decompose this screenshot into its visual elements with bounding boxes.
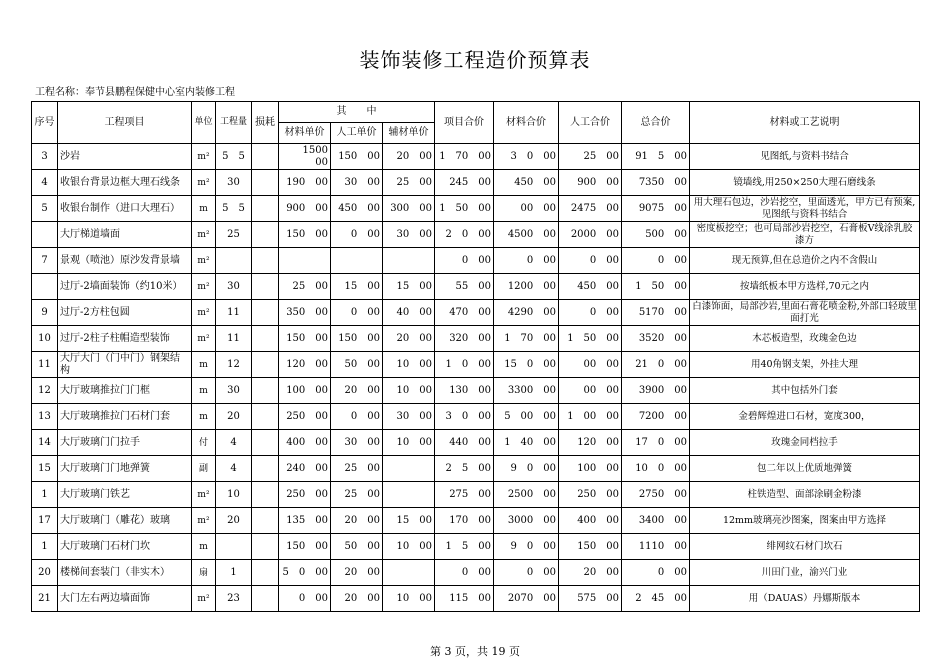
row-item: 过厅-2墙面装饰（约10米） [58,274,192,300]
row-qty: 10 [216,482,252,508]
row-qty: 30 [216,378,252,404]
row-labor-unit: 30 00 [331,170,383,196]
row-mat-unit: 350 00 [279,300,331,326]
row-mat-total: 15 0 00 [494,352,559,378]
row-aux-unit: 20 00 [383,144,435,170]
row-note: 用40角钢支架，外挂大理 [690,352,920,378]
row-aux-unit: 40 00 [383,300,435,326]
row-mat-unit: 400 00 [279,430,331,456]
row-seq: 1 [32,534,58,560]
row-seq: 3 [32,144,58,170]
row-mat-total: 5 00 00 [494,404,559,430]
row-aux-unit: 10 00 [383,352,435,378]
row-item-total: 440 00 [435,430,494,456]
row-note: 金碧辉煌进口石材，宽度300， [690,404,920,430]
row-labor-unit: 0 00 [331,300,383,326]
row-seq: 9 [32,300,58,326]
row-labor-total: 250 00 [559,482,622,508]
row-mat-total: 3300 00 [494,378,559,404]
row-item-total: 275 00 [435,482,494,508]
row-aux-unit: 30 00 [383,404,435,430]
row-loss [252,326,279,352]
row-mat-unit: 5 0 00 [279,560,331,586]
row-labor-total: 2475 00 [559,196,622,222]
row-unit: m² [192,170,216,196]
row-unit: m² [192,300,216,326]
row-item-total: 470 00 [435,300,494,326]
row-grand-total: 5170 00 [622,300,690,326]
table-row [32,170,920,196]
row-aux-unit: 10 00 [383,430,435,456]
row-qty: 20 [216,404,252,430]
header-qty: 工程量 [216,102,252,144]
row-labor-unit: 20 00 [331,560,383,586]
row-labor-unit: 25 00 [331,482,383,508]
header-labor-unit: 人工单价 [331,123,383,144]
row-mat-total: 1 70 00 [494,326,559,352]
row-item: 大厅玻璃门（雕花）玻璃 [58,508,192,534]
row-loss [252,352,279,378]
row-loss [252,222,279,248]
row-item: 大厅梯道墙面 [58,222,192,248]
table-row [32,508,920,534]
row-unit: m² [192,326,216,352]
row-mat-unit: 25 00 [279,274,331,300]
row-loss [252,482,279,508]
row-note: 用大理石包边，沙岩挖空，里面透光，甲方已有预案,见图纸与资料书结合 [690,196,920,222]
row-aux-unit [383,482,435,508]
row-unit: m [192,534,216,560]
row-qty: 30 [216,274,252,300]
header-loss: 损耗 [252,102,279,144]
row-seq: 20 [32,560,58,586]
row-grand-total: 0 00 [622,248,690,274]
row-note: 镜墙线,用250×250大理石磨线条 [690,170,920,196]
row-mat-unit: 150 00 [279,326,331,352]
row-seq: 17 [32,508,58,534]
row-seq: 4 [32,170,58,196]
row-item: 大厅玻璃门门拉手 [58,430,192,456]
row-seq: 21 [32,586,58,612]
row-note: 按墙纸板本甲方选样,70元之内 [690,274,920,300]
row-item-total: 55 00 [435,274,494,300]
table-row [32,248,920,274]
table-row [32,196,920,222]
row-item-total: 2 5 00 [435,456,494,482]
row-mat-unit: 120 00 [279,352,331,378]
row-mat-unit: 240 00 [279,456,331,482]
row-unit: m [192,378,216,404]
row-grand-total: 1 50 00 [622,274,690,300]
row-grand-total: 0 00 [622,560,690,586]
row-item: 大厅玻璃门门地弹簧 [58,456,192,482]
row-labor-total: 2000 00 [559,222,622,248]
row-mat-total: 1 40 00 [494,430,559,456]
project-name: 工程名称：奉节县鹏程保健中心室内装修工程 [35,87,235,98]
row-grand-total: 2 45 00 [622,586,690,612]
row-labor-unit: 20 00 [331,586,383,612]
row-aux-unit: 10 00 [383,534,435,560]
row-item: 大厅玻璃门铁艺 [58,482,192,508]
row-labor-total: 00 00 [559,378,622,404]
header-item-total: 项目合价 [435,102,494,144]
row-labor-unit: 15 00 [331,274,383,300]
row-item-total: 0 00 [435,560,494,586]
row-grand-total: 3900 00 [622,378,690,404]
row-unit: m [192,196,216,222]
header-unit: 单位 [192,102,216,144]
row-labor-unit: 0 00 [331,404,383,430]
row-loss [252,300,279,326]
row-labor-total: 100 00 [559,456,622,482]
row-mat-total: 2500 00 [494,482,559,508]
row-grand-total: 21 0 00 [622,352,690,378]
row-item-total: 1 5 00 [435,534,494,560]
row-unit: m [192,404,216,430]
row-mat-unit: 150 00 [279,534,331,560]
row-item-total: 245 00 [435,170,494,196]
row-item-total: 115 00 [435,586,494,612]
row-grand-total: 2750 00 [622,482,690,508]
row-grand-total: 91 5 00 [622,144,690,170]
row-grand-total: 17 0 00 [622,430,690,456]
row-qty: 5 5 [216,144,252,170]
row-labor-unit: 50 00 [331,352,383,378]
row-item: 过厅-2方柱包圆 [58,300,192,326]
row-labor-unit: 450 00 [331,196,383,222]
row-mat-unit: 150 00 [279,222,331,248]
row-mat-total: 3 0 00 [494,144,559,170]
row-aux-unit: 15 00 [383,274,435,300]
row-labor-unit: 25 00 [331,456,383,482]
row-seq: 15 [32,456,58,482]
row-seq: 14 [32,430,58,456]
row-labor-unit: 50 00 [331,534,383,560]
row-item: 收银台背景边框大理石线条 [58,170,192,196]
row-qty [216,248,252,274]
row-qty: 25 [216,222,252,248]
row-aux-unit: 10 00 [383,586,435,612]
row-aux-unit: 20 00 [383,326,435,352]
row-unit: 扇 [192,560,216,586]
table-row [32,352,920,378]
row-mat-total: 1200 00 [494,274,559,300]
row-loss [252,430,279,456]
row-note: 12mm玻璃亮沙图案，图案由甲方选择 [690,508,920,534]
page-title: 装饰装修工程造价预算表 [359,48,591,72]
row-item-total: 0 00 [435,248,494,274]
header-group: 其 中 [279,102,435,123]
row-loss [252,534,279,560]
header-grand-total: 总合价 [622,102,690,144]
row-mat-unit: 135 00 [279,508,331,534]
row-labor-total: 575 00 [559,586,622,612]
row-item: 景观（喷池）原沙发背景墙 [58,248,192,274]
row-item-total: 170 00 [435,508,494,534]
row-mat-unit: 0 00 [279,586,331,612]
row-item: 大门左右两边墙面饰 [58,586,192,612]
row-qty [216,534,252,560]
row-seq [32,274,58,300]
row-item: 收银台制作（进口大理石） [58,196,192,222]
row-seq: 10 [32,326,58,352]
row-qty: 4 [216,456,252,482]
row-labor-total: 450 00 [559,274,622,300]
row-loss [252,248,279,274]
row-aux-unit: 15 00 [383,508,435,534]
header-mat-unit: 材料单价 [279,123,331,144]
row-labor-total: 900 00 [559,170,622,196]
row-mat-total: 00 00 [494,196,559,222]
row-unit: 付 [192,430,216,456]
row-mat-total: 4500 00 [494,222,559,248]
row-unit: m² [192,222,216,248]
table-row [32,560,920,586]
row-loss [252,274,279,300]
row-note: 玫瑰金同档拉手 [690,430,920,456]
row-item-total: 1 0 00 [435,352,494,378]
table-row [32,586,920,612]
row-note: 包二年以上优质地弹簧 [690,456,920,482]
row-qty: 11 [216,326,252,352]
row-aux-unit [383,456,435,482]
row-labor-total: 0 00 [559,300,622,326]
row-loss [252,196,279,222]
row-item: 大厅玻璃推拉门门框 [58,378,192,404]
table-row [32,144,920,170]
row-item-total: 2 0 00 [435,222,494,248]
row-loss [252,560,279,586]
row-qty: 20 [216,508,252,534]
row-mat-unit: 250 00 [279,482,331,508]
row-labor-total: 150 00 [559,534,622,560]
table-body [32,144,920,612]
row-note: 其中包括外门套 [690,378,920,404]
row-mat-unit: 190 00 [279,170,331,196]
row-labor-unit: 150 00 [331,326,383,352]
row-labor-total: 1 50 00 [559,326,622,352]
row-aux-unit: 30 00 [383,222,435,248]
row-item: 沙岩 [58,144,192,170]
row-seq: 12 [32,378,58,404]
header-seq: 序号 [32,102,58,144]
row-note: 柱铁造型、面部涂刷金粉漆 [690,482,920,508]
row-note: 川田门业，渝兴门业 [690,560,920,586]
row-mat-unit: 100 00 [279,378,331,404]
row-mat-total: 450 00 [494,170,559,196]
row-unit: m² [192,274,216,300]
row-labor-total: 1 00 00 [559,404,622,430]
row-note: 绯网纹石材门坎石 [690,534,920,560]
row-seq: 5 [32,196,58,222]
row-item: 大厅玻璃推拉门石材门套 [58,404,192,430]
row-loss [252,144,279,170]
header-mat-total: 材料合价 [494,102,559,144]
row-grand-total: 9075 00 [622,196,690,222]
row-grand-total: 7350 00 [622,170,690,196]
row-aux-unit: 25 00 [383,170,435,196]
row-grand-total: 500 00 [622,222,690,248]
header-note: 材料或工艺说明 [690,102,920,144]
row-grand-total: 3400 00 [622,508,690,534]
row-mat-unit [279,248,331,274]
table-row [32,404,920,430]
table-row [32,456,920,482]
row-aux-unit [383,560,435,586]
table-row [32,534,920,560]
row-item-total: 1 50 00 [435,196,494,222]
row-seq: 13 [32,404,58,430]
row-labor-total: 00 00 [559,352,622,378]
row-mat-total: 0 00 [494,248,559,274]
table-row [32,326,920,352]
row-unit: m² [192,508,216,534]
row-item: 大厅大门（门中门）钢架结构 [58,352,192,378]
row-qty: 12 [216,352,252,378]
row-mat-total: 2070 00 [494,586,559,612]
row-note: 见图纸,与资料书结合 [690,144,920,170]
table-row [32,274,920,300]
row-labor-total: 20 00 [559,560,622,586]
row-note: 现无预算,但在总造价之内不含假山 [690,248,920,274]
row-labor-unit: 0 00 [331,222,383,248]
row-mat-total: 9 0 00 [494,456,559,482]
row-mat-unit: 1500 00 [279,144,331,170]
row-item-total: 3 0 00 [435,404,494,430]
row-mat-unit: 900 00 [279,196,331,222]
row-qty: 11 [216,300,252,326]
row-unit: m [192,352,216,378]
table-row [32,300,920,326]
row-labor-total: 120 00 [559,430,622,456]
row-unit: m² [192,586,216,612]
row-unit: 副 [192,456,216,482]
row-labor-unit: 20 00 [331,508,383,534]
row-item: 过厅-2柱子柱帽造型装饰 [58,326,192,352]
row-loss [252,378,279,404]
row-note: 白漆饰面，局部沙岩,里面石膏花喷金粉,外部口轻玻里面打光 [690,300,920,326]
table-row [32,482,920,508]
row-note: 密度板挖空；也可局部沙岩挖空，石膏板V线涂乳胶漆方 [690,222,920,248]
row-labor-total: 400 00 [559,508,622,534]
row-seq: 11 [32,352,58,378]
row-labor-unit: 20 00 [331,378,383,404]
row-loss [252,170,279,196]
row-item-total: 1 70 00 [435,144,494,170]
row-mat-total: 3000 00 [494,508,559,534]
row-loss [252,508,279,534]
row-unit: m² [192,248,216,274]
budget-table [31,101,920,612]
header-labor-total: 人工合价 [559,102,622,144]
row-item-total: 320 00 [435,326,494,352]
row-loss [252,586,279,612]
row-aux-unit: 10 00 [383,378,435,404]
row-grand-total: 10 0 00 [622,456,690,482]
row-labor-total: 0 00 [559,248,622,274]
header-row-1 [32,102,920,123]
row-labor-unit [331,248,383,274]
row-seq [32,222,58,248]
row-qty: 5 5 [216,196,252,222]
row-qty: 23 [216,586,252,612]
header-aux-unit: 辅材单价 [383,123,435,144]
row-item: 楼梯间套装门（非实木） [58,560,192,586]
table-row [32,378,920,404]
row-labor-total: 25 00 [559,144,622,170]
row-loss [252,404,279,430]
table-row [32,222,920,248]
row-grand-total: 7200 00 [622,404,690,430]
row-labor-unit: 150 00 [331,144,383,170]
row-mat-total: 4290 00 [494,300,559,326]
row-seq: 1 [32,482,58,508]
row-unit: m² [192,144,216,170]
table-row [32,430,920,456]
row-qty: 4 [216,430,252,456]
page-footer: 第 3 页，共 19 页 [430,645,520,658]
row-qty: 30 [216,170,252,196]
row-loss [252,456,279,482]
row-aux-unit [383,248,435,274]
row-unit: m² [192,482,216,508]
row-note: 木芯板造型，玫瑰金色边 [690,326,920,352]
row-item: 大厅玻璃门石材门坎 [58,534,192,560]
row-labor-unit: 30 00 [331,430,383,456]
row-grand-total: 3520 00 [622,326,690,352]
row-seq: 7 [32,248,58,274]
row-item-total: 130 00 [435,378,494,404]
header-item: 工程项目 [58,102,192,144]
row-aux-unit: 300 00 [383,196,435,222]
row-note: 用（DAUAS）丹娜斯版本 [690,586,920,612]
row-mat-unit: 250 00 [279,404,331,430]
row-qty: 1 [216,560,252,586]
row-mat-total: 0 00 [494,560,559,586]
row-mat-total: 9 0 00 [494,534,559,560]
row-grand-total: 1110 00 [622,534,690,560]
